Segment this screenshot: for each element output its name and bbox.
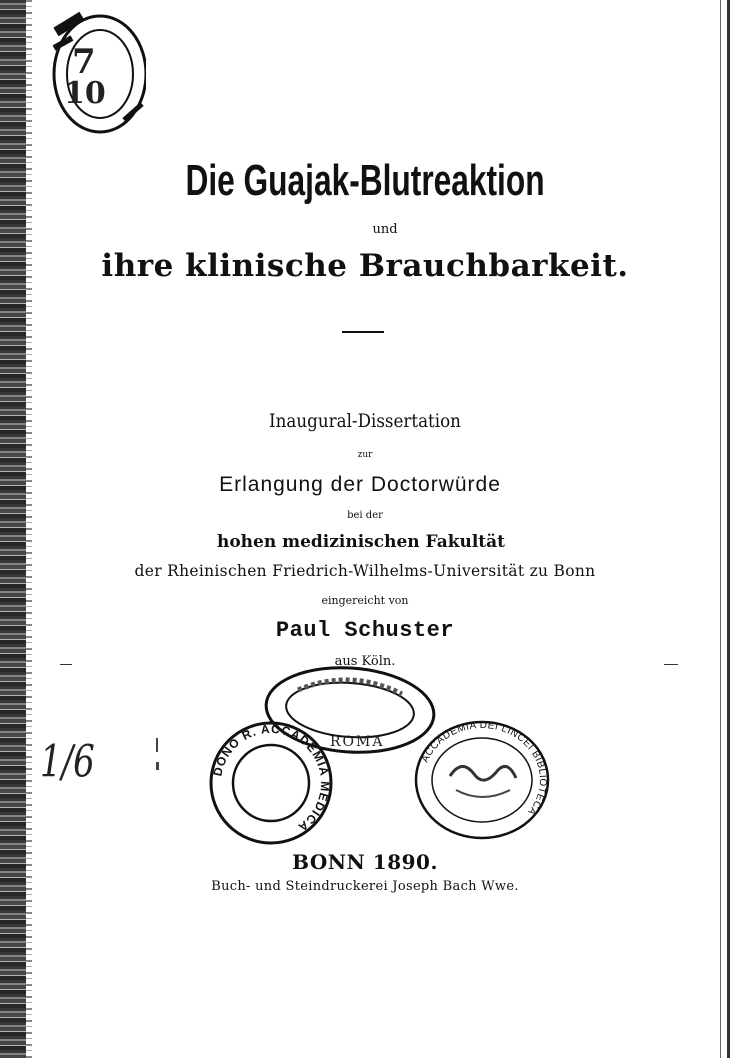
author-origin: aus Köln. — [334, 654, 396, 669]
page-edge-line — [720, 0, 721, 1058]
margin-tick-right — [664, 664, 678, 665]
title-line-2: ihre klinische Brauchbarkeit. — [101, 248, 629, 284]
binding-shadow — [26, 0, 32, 1058]
faculty-line: hohen medizinischen Fakultät — [216, 532, 506, 552]
margin-speck-2 — [156, 762, 159, 770]
printer-line: Buch- und Steindruckerei Joseph Bach Wwe. — [211, 879, 519, 894]
purpose-line: Erlangung der Doctorwürde — [219, 473, 501, 496]
margin-speck-1 — [156, 738, 158, 752]
shelfmark-top: 7 — [72, 42, 96, 82]
roma-stamp-text: ROMA — [330, 734, 385, 750]
author-name: Paul Schuster — [275, 618, 455, 643]
shelfmark-bottom: 10 — [64, 76, 106, 111]
title-divider — [342, 331, 384, 333]
dissertation-label: Inaugural-Dissertation — [269, 410, 461, 432]
bei-der-line: bei der — [347, 510, 383, 521]
handwritten-margin-mark: 1/6 — [40, 736, 95, 788]
place-and-year: BONN 1890. — [292, 850, 438, 874]
binding-edge — [0, 0, 26, 1058]
margin-tick-left — [60, 664, 72, 665]
title-conjunction: und — [372, 222, 398, 237]
lincei-stamp-text: ACCADEMIA DEI LINCEI BIBLIOTECA — [419, 719, 549, 818]
submitted-line: eingereicht von — [321, 594, 409, 607]
lincei-stamp — [412, 718, 552, 842]
university-line: der Rheinischen Friedrich-Wilhelms-Universität zu Bonn — [134, 562, 596, 580]
title-line-1: Die Guajak-Blutreaktion — [185, 156, 545, 205]
zur-line: zur — [357, 450, 373, 460]
accademia-round-stamp — [206, 718, 336, 848]
round-stamp-text: DONO R. ACCADEMIA MEDICA — [210, 721, 333, 835]
